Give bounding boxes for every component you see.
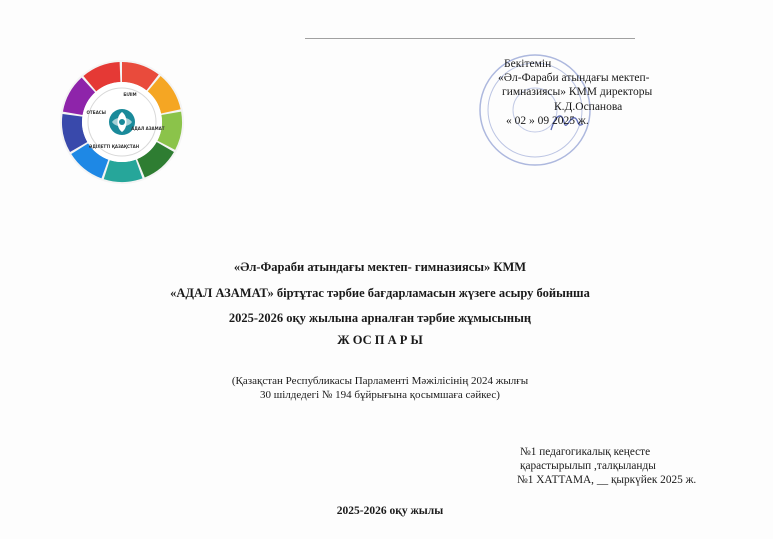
council-block: [517, 445, 696, 487]
adal-azamat-logo: [58, 58, 186, 186]
approval-line: гимназиясы» КММ директоры: [502, 86, 653, 99]
council-line: №1 педагогикалық кеңесте: [520, 446, 651, 458]
logo-segment: [104, 160, 143, 182]
council-line: №1 ХАТТАМА, __ қыркүйек 2025 ж.: [517, 474, 697, 486]
approval-block: [498, 57, 652, 128]
logo-ring-label: ӘДІЛЕТТІ ҚАЗАҚСТАН: [88, 143, 140, 149]
title-line: 2025-2026 оқу жылына арналған тәрбие жұмысының: [228, 311, 532, 325]
header-rule: [305, 38, 635, 39]
ornament-icon: [109, 109, 135, 135]
title-line: «АДАЛ АЗАМАТ» біртұтас тәрбие бағдарламасын жүзеге асыру бойынша: [170, 286, 590, 300]
title-line: Ж ОС П А Р Ы: [337, 333, 423, 347]
note-line: (Қазақстан Республикасы Парламенті Мәжілісінің 2024 жылғы: [231, 375, 529, 387]
approval-line: К.Д.Оспанова: [554, 100, 623, 113]
approval-line: «Әл-Фараби атындағы мектеп-: [498, 72, 650, 85]
approval-line: Бекітемін: [504, 58, 552, 70]
logo-ring-label: АДАЛ АЗАМАТ: [131, 125, 165, 131]
note-line: 30 шілдедегі № 194 бұйрығына қосымшаға сәйкес): [260, 389, 500, 401]
academic-year: 2025-2026 оқу жылы: [336, 505, 444, 517]
approval-date: « 02 » 09 2025 ж.: [506, 114, 589, 127]
logo-ring-label: ОТБАСЫ: [86, 110, 106, 116]
title-line: «Әл-Фараби атындағы мектеп- гимназиясы» КММ: [233, 260, 527, 274]
council-line: қарастырылып ,талқыланды: [520, 460, 656, 472]
logo-ring-label: БІЛІМ: [123, 92, 137, 98]
